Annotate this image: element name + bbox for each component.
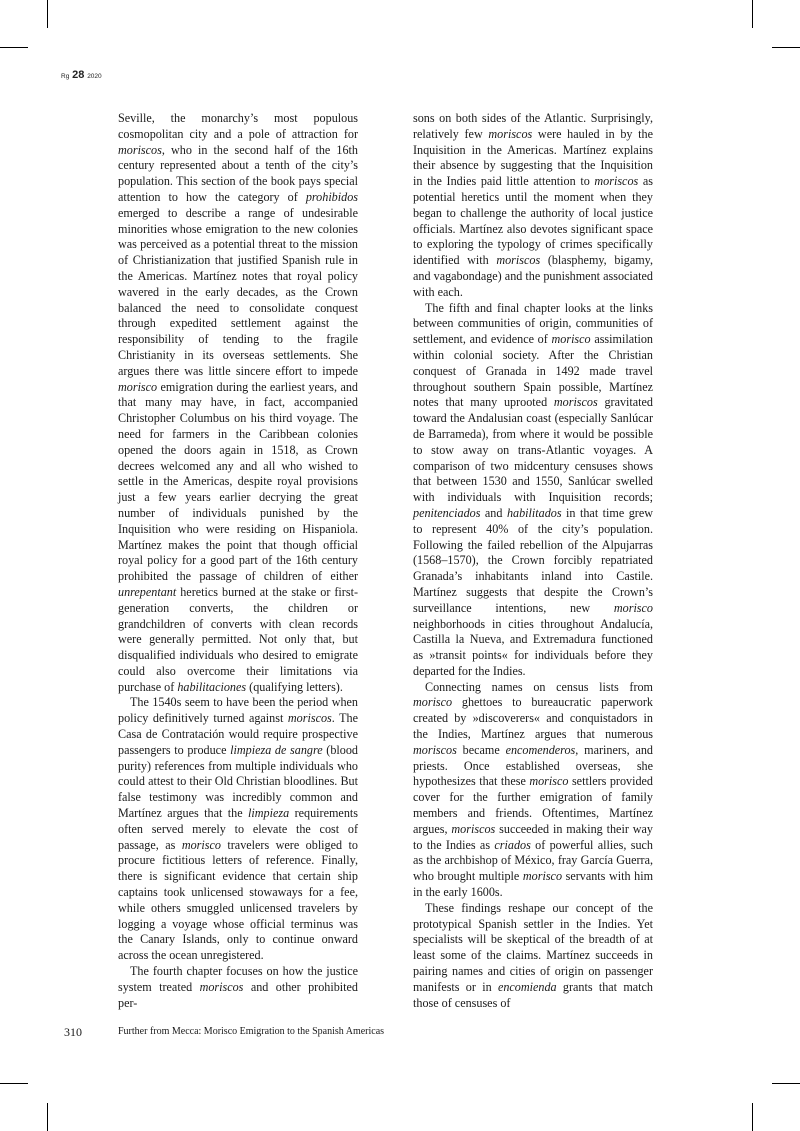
- crop-mark-bottom-left-v: [47, 1103, 48, 1131]
- crop-mark-top-left-h: [0, 47, 28, 48]
- crop-mark-top-right-h: [772, 47, 800, 48]
- paragraph: The fourth chapter focuses on how the justice system treated moriscos and other prohibited per-: [118, 964, 359, 1010]
- crop-mark-top-right-v: [752, 0, 753, 28]
- paragraph: Connecting names on census lists from morisco ghettoes to bureaucratic paperwork created by »discoverers« and conquistadors in the Indies, Martínez argues that numerous moriscos became encomenderos, mariners, and priests. Once established overseas, she hypothesizes that these morisco settlers provided cover for the further emigration of family members and friends. Oftentimes, Martínez argues, moriscos succeeded in making their way to the Indies as criados of powerful allies, such as the archbishop of México, fray García Guerra, who brought multiple morisco servants with him in the early 1600s.: [413, 679, 654, 900]
- page-number: 310: [64, 1025, 82, 1039]
- crop-mark-top-left-v: [47, 0, 48, 28]
- paragraph: The 1540s seem to have been the period when policy definitively turned against moriscos. The Casa de Contratación would require prospective passengers to produce limpieza de sangre (blood purity) references from multiple individuals who could attest to their Old Christian bloodlines. But false testimony was incredibly common and Martínez argues that the limpieza requirements often served merely to elevate the cost of passage, as morisco travelers were obliged to procure fictitious letters of reference. Finally, there is significant evidence that certain ship captains took unlicensed stowaways for a fee, while others smuggled unlicensed travelers by logging a voyage whose official terminus was the Canary Islands, only to continue onward across the ocean unregistered.: [118, 695, 359, 963]
- crop-mark-bottom-left-h: [0, 1083, 28, 1084]
- running-head: [61, 69, 102, 81]
- crop-mark-bottom-right-v: [752, 1103, 753, 1131]
- paragraph: sons on both sides of the Atlantic. Surprisingly, relatively few moriscos were hauled in by the Inquisition in the Americas. Martínez explains their absence by suggesting that the Inquisition in the Indies paid little attention to moriscos as potential heretics until the moment when they began to challenge the authority of local justice officials. Martínez also devotes significant space to exploring the typology of crimes specifically identified with moriscos (blasphemy, bigamy, and vagabondage) and the punishment associated with each.: [413, 111, 653, 299]
- paragraph: These findings reshape our concept of the prototypical Spanish settler in the Indies. Yet specialists will be skeptical of the breadth of at least some of the claims. Martínez succeeds in pairing names and cities of origin on passenger manifests or in encomienda grants that match those of censuses of: [413, 900, 653, 1010]
- paragraph: Seville, the monarchy’s most populous cosmopolitan city and a pole of attraction for moriscos, who in the second half of the 16th century represented about a tenth of the city’s population. This section of the book pays special attention to how the category of prohibidos emerged to describe a range of undesirable minorities whose emigration to the new colonies was perceived as a potential threat to the mission of Christianization that justified Spanish rule in the Americas. Martínez notes that royal policy wavered in the early decades, as the Crown balanced the need to consolidate conquest through expedited settlement against the responsibility of tending to the fragile Christianity in its overseas settlements. She argues there was little sincere effort to impede morisco emigration during the earliest years, and that many may have, in fact, accompanied Christopher Columbus on his third voyage. The need for farmers in the Caribbean colonies opened the doors again in 1518, as Crown decrees welcomed any and all who wished to settle in the Americas, despite royal provisions just a few years earlier decrying the great number of individuals punished by the Inquisition who were residing on Hispaniola. Martínez makes the point that though official royal policy for a good part of the 16th century prohibited the passage of children of either unrepentant heretics burned at the stake or first-generation converts, the children or grandchildren of converts with clean records were generally permitted. Not only that, but disqualified individuals who desired to emigrate could also overcome their limitations via purchase of habilitaciones (qualifying letters).: [118, 111, 358, 694]
- journal-volume: 28: [72, 69, 85, 81]
- journal-abbrev: Rg: [61, 73, 70, 80]
- footer-book-title: Further from Mecca: Morisco Emigration to the Spanish Americas: [118, 1026, 385, 1037]
- paragraph: The fifth and final chapter looks at the links between communities of origin, communities of settlement, and evidence of morisco assimilation within colonial society. After the Christian conquest of Granada in 1492 made travel throughout southern Spain possible, Martínez notes that many uprooted moriscos gravitated toward the Andalusian coast (especially Sanlúcar de Barrameda), from where it would be possible to stow away on trans-Atlantic voyages. A comparison of two midcentury censuses shows that between 1530 and 1550, Sanlúcar swelled with individuals with Inquisition records; penitenciados and habilitados in that time grew to represent 40% of the city’s population. Following the failed rebellion of the Alpujarras (1568–1570), the Crown forcibly repatriated Granada’s inhabitants inland into Castile. Martínez suggests that despite the Crown’s surveillance intentions, new morisco neighborhoods in cities throughout Andalucía, Castilla la Nueva, and Extremadura functioned as »transit points« for individuals before they departed for the Indies.: [413, 300, 653, 678]
- text-column-left: [118, 111, 358, 1011]
- text-column-right: [413, 111, 653, 1011]
- journal-year: 2020: [87, 73, 102, 80]
- crop-mark-bottom-right-h: [772, 1083, 800, 1084]
